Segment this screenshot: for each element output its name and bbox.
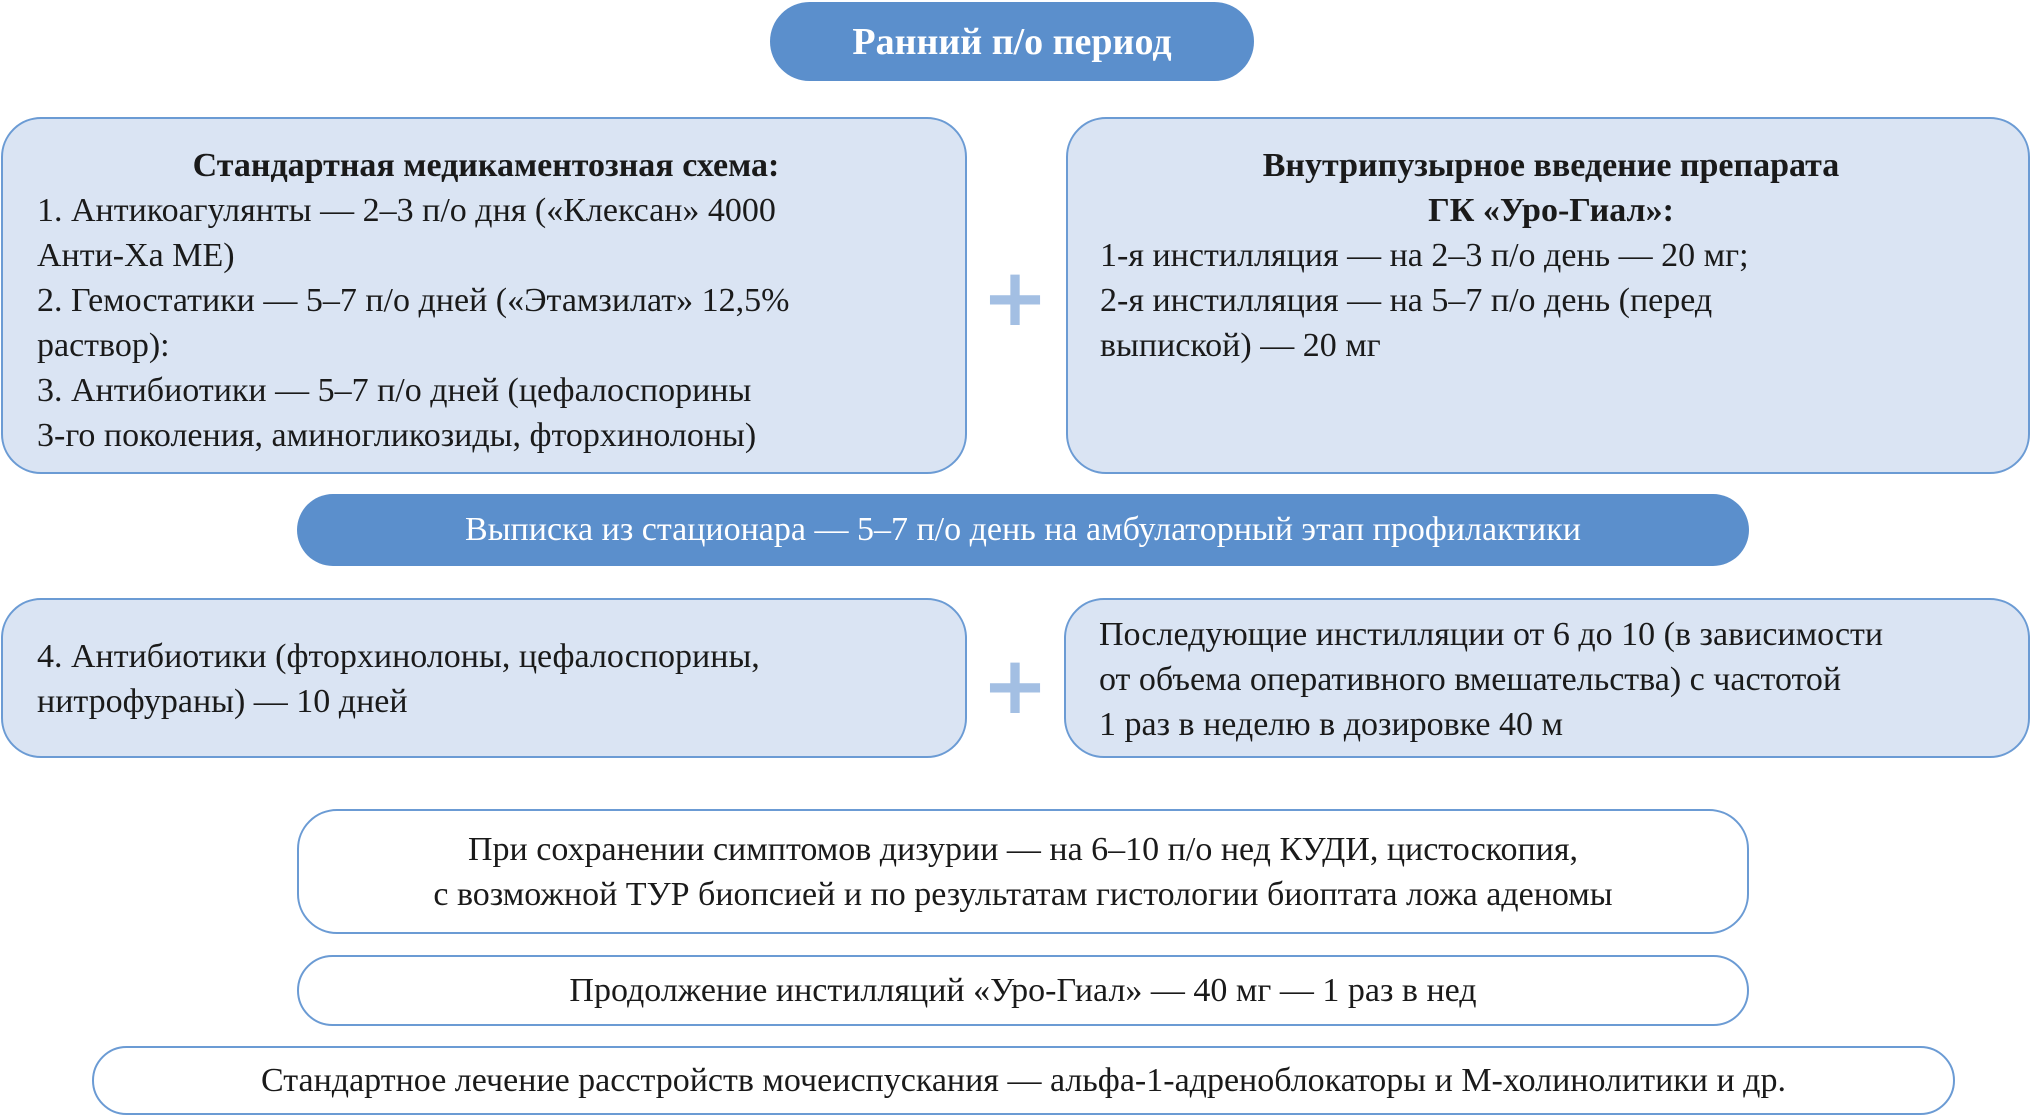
standard-drug-scheme-box xyxy=(1,117,967,474)
outpatient-antibiotics-box xyxy=(1,598,967,758)
intravesical-instillation-box xyxy=(1066,117,2030,474)
followup-diagnostics-box xyxy=(297,809,1749,934)
subsequent-instillations-line: 1 раз в неделю в дозировке 40 м xyxy=(1099,706,1563,743)
scheme-line: Анти-Ха МЕ) xyxy=(37,237,235,274)
plus-sign-top: + xyxy=(981,251,1049,344)
scheme-line: 3-го поколения, аминогликозиды, фторхинолоны) xyxy=(37,417,757,454)
scheme-line: 3. Антибиотики — 5–7 п/о дней (цефалоспорины xyxy=(37,372,752,409)
followup-line: При сохранении симптомов дизурии — на 6–10 п/о нед КУДИ, цистоскопия, xyxy=(468,830,1578,868)
antibiotics-line: нитрофураны) — 10 дней xyxy=(37,683,408,720)
discharge-text: Выписка из стационара — 5–7 п/о день на амбулаторный этап профилактики xyxy=(465,511,1581,548)
early-postop-header xyxy=(770,2,1254,81)
plus-sign-bottom: + xyxy=(981,639,1049,732)
standard-treatment-text: Стандартное лечение расстройств мочеиспускания — альфа-1-адреноблокаторы и М-холинолитики и др. xyxy=(261,1062,1786,1099)
standard-treatment-box xyxy=(92,1046,1955,1115)
continuation-box xyxy=(297,955,1749,1026)
discharge-banner xyxy=(297,494,1749,566)
scheme-line: 2. Гемостатики — 5–7 п/о дней («Этамзилат» 12,5% xyxy=(37,282,790,319)
instillation-line: выпиской) — 20 мг xyxy=(1100,327,1381,364)
instillation-line: 1-я инстилляция — на 2–3 п/о день — 20 мг; xyxy=(1100,237,1749,274)
scheme-line: 1. Антикоагулянты — 2–3 п/о дня («Клексан» 4000 xyxy=(37,192,776,229)
instillation-heading-line: ГК «Уро-Гиал»: xyxy=(1428,192,1674,229)
instillation-line: 2-я инстилляция — на 5–7 п/о день (перед xyxy=(1100,282,1713,319)
continuation-text: Продолжение инстилляций «Уро-Гиал» — 40 мг — 1 раз в нед xyxy=(569,972,1477,1009)
early-postop-title: Ранний п/о период xyxy=(852,20,1172,63)
followup-line: с возможной ТУР биопсией и по результатам гистологии биоптата ложа аденомы xyxy=(433,875,1613,913)
subsequent-instillations-line: от объема оперативного вмешательства) с частотой xyxy=(1099,661,1842,698)
scheme-line: раствор): xyxy=(37,327,170,364)
standard-drug-scheme-heading: Стандартная медикаментозная схема: xyxy=(192,147,780,184)
subsequent-instillations-line: Последующие инстилляции от 6 до 10 (в зависимости xyxy=(1099,616,1884,653)
antibiotics-line: 4. Антибиотики (фторхинолоны, цефалоспорины, xyxy=(37,638,760,675)
instillation-heading-line: Внутрипузырное введение препарата xyxy=(1262,147,1840,184)
subsequent-instillations-box xyxy=(1064,598,2030,758)
